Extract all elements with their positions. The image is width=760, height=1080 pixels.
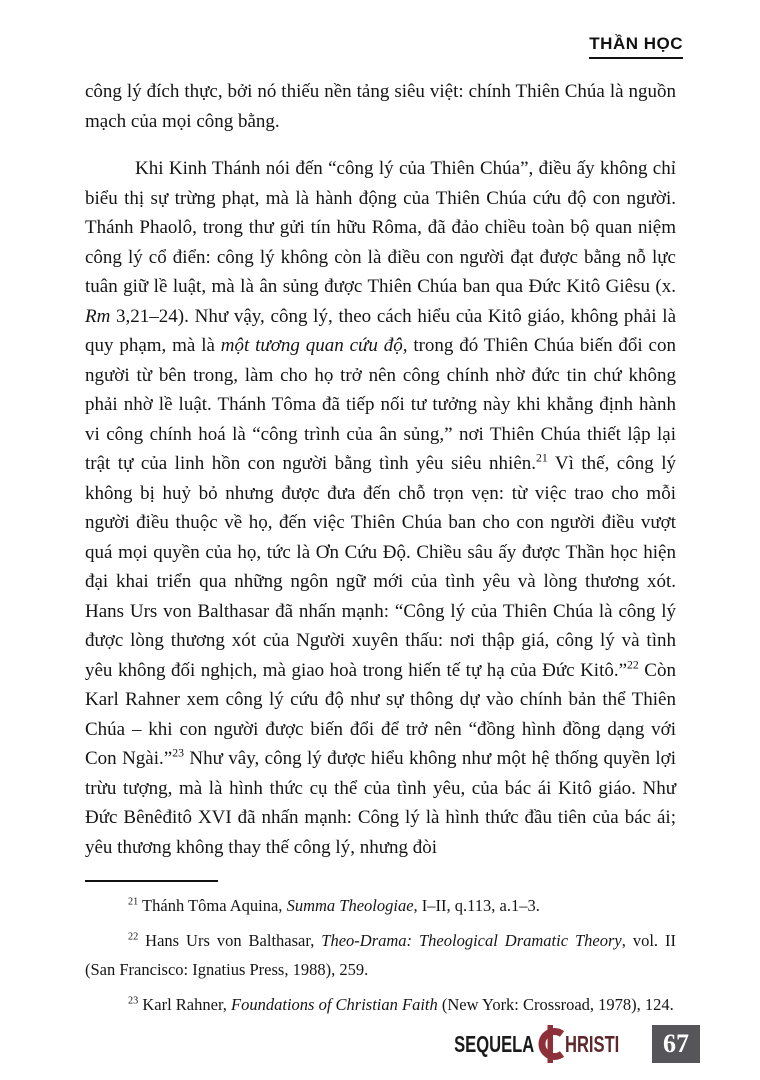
footnote-marker: 22 (128, 931, 139, 943)
paragraph: công lý đích thực, bởi nó thiếu nền tảng siêu việt: chính Thiên Chúa là nguồn mạch của mọi công bằng. (85, 81, 676, 132)
running-title: THẦN HỌC (589, 34, 683, 59)
footnote-item: $^{22}$ Hans Urs von Balthasar, Theo-Drama: Theological Dramatic Theory, vol. II (San Francisco: Ignatius Press, 1988), 259. (85, 931, 676, 979)
publisher-logo (423, 1025, 640, 1063)
page-footer (0, 1025, 760, 1063)
footnote-item: $^{23}$ Karl Rahner, Foundations of Christian Faith (New York: Crossroad, 1978), 124. (128, 995, 674, 1014)
footnote-item: $^{21}$ Thánh Tôma Aquina, Summa Theologiae, I–II, q.113, a.1–3. (128, 896, 540, 915)
page-header (0, 34, 760, 59)
footnote-marker: 23 (128, 995, 139, 1007)
page-number-badge (652, 1025, 700, 1063)
body-text (85, 77, 676, 862)
footnotes (85, 891, 676, 1019)
paragraph: Khi Kinh Thánh nói đến “công lý của Thiên Chúa”, điều ấy không chỉ biểu thị sự trừng phạt, mà là hành động của Thiên Chúa cứu độ con người. Thánh Phaolô, trong thư gửi tín hữu Rôma, đã đảo chiều toàn bộ quan niệm công lý cổ điển: công lý không còn là điều con người đạt được bằng nỗ lực tuân giữ lề luật, mà là ân sủng được Thiên Chúa ban qua Đức Kitô Giêsu (x. Rm 3,21–24). Như vậy, công lý, theo cách hiểu của Kitô giáo, không phải là quy phạm, mà là một tương quan cứu độ, trong đó Thiên Chúa biến đổi con người từ bên trong, làm cho họ trở nên công chính nhờ đức tin chứ không phải nhờ lề luật. Thánh Tôma đã tiếp nối tư tưởng này khi khẳng định hành vi công chính hoá là “công trình của ân sủng,” nơi Thiên Chúa thiết lập lại trật tự của linh hồn con người bằng tình yêu siêu nhiên.$^{21}$ Vì thế, công lý không bị huỷ bỏ nhưng được đưa đến chỗ trọn vẹn: từ việc trao cho mỗi người điều thuộc về họ, đến việc Thiên Chúa ban cho con người điều vượt quá mọi quyền của họ, tức là Ơn Cứu Độ. Chiều sâu ấy được Thần học hiện đại khai triển qua những ngôn ngữ mới của tình yêu và lòng thương xót. Hans Urs von Balthasar đã nhấn mạnh: “Công lý của Thiên Chúa là công lý được lòng thương xót của Người xuyên thấu: nơi thập giá, công lý và tình yêu không đối nghịch, mà giao hoà trong hiến tế tự hạ của Đức Kitô.”$^{22}$ Còn Karl Rahner xem công lý cứu độ như sự thông dự vào chính bản thể Thiên Chúa – khi con người được biến đổi để trở nên “đồng hình đồng dạng với Con Ngài.”$^{23}$ Như vây, công lý được hiểu không như một hệ thống quyền lợi trừu tượng, mà là hình thức cụ thể của tình yêu, của bác ái Kitô giáo. Như Đức Bênêđitô XVI đã nhấn mạnh: Công lý là hình thức đầu tiên của bác ái; yêu thương không thay thế công lý, nhưng đòi (85, 158, 676, 858)
brand-hristi-text: HRISTI (564, 1030, 619, 1057)
christogram-c-icon (536, 1025, 566, 1063)
footnote-separator (85, 880, 218, 882)
footnote-marker: 21 (128, 896, 139, 908)
page-number: 67 (663, 1029, 689, 1058)
brand-sequela-text: SEQUELA (454, 1030, 535, 1057)
